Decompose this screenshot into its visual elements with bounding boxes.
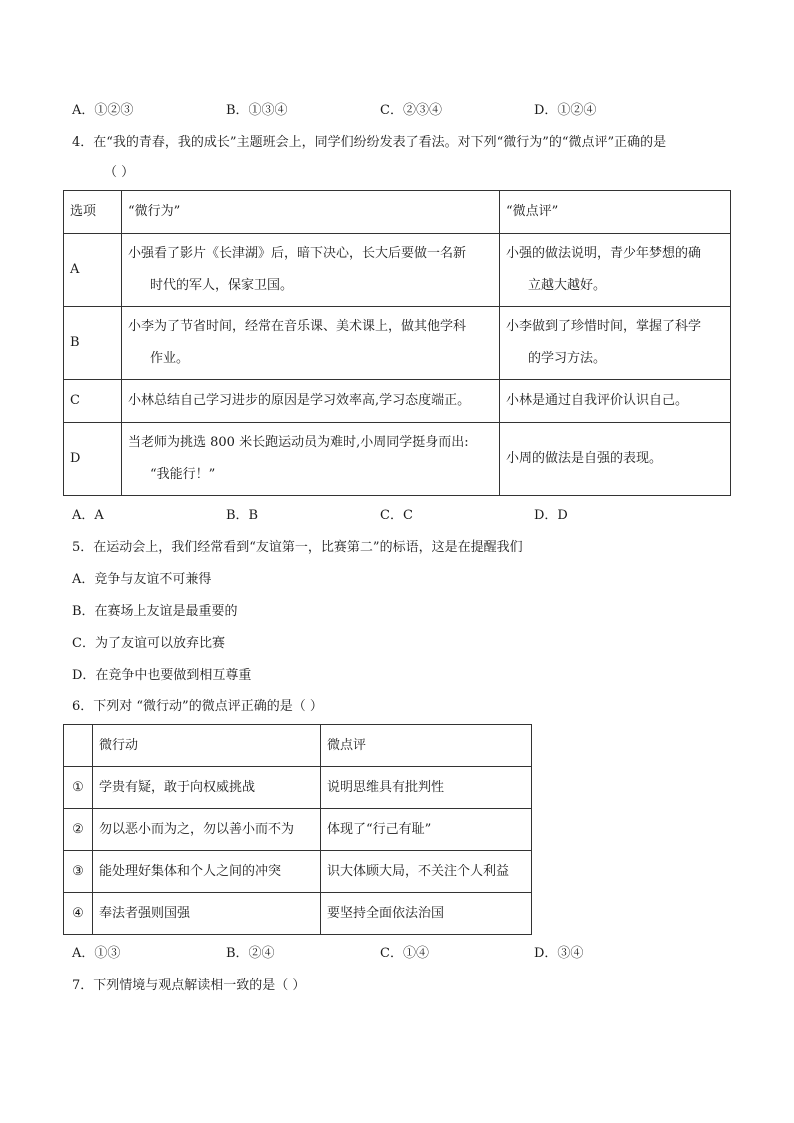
- q3-option-c: C．②③④: [380, 103, 442, 118]
- q6-option-a: A．①③: [72, 946, 121, 961]
- q3-option-d: D．①②④: [534, 103, 597, 118]
- table-header-row: [64, 191, 731, 234]
- table-row: [64, 851, 532, 893]
- row-option: D: [64, 423, 122, 496]
- header-micro-comment: “微点评”: [500, 191, 731, 234]
- row-action: 能处理好集体和个人之间的冲突: [93, 851, 321, 893]
- q6-stem: 6．下列对 “微行动”的微点评正确的是（ ）: [72, 699, 323, 714]
- q7-stem: 7．下列情境与观点解读相一致的是（ ）: [72, 978, 306, 993]
- q4-option-c: C．C: [380, 508, 413, 523]
- q5-option-c: C．为了友谊可以放弃比赛: [72, 636, 225, 651]
- header-micro-action: 微行动: [93, 725, 321, 767]
- row-number: ①: [64, 767, 93, 809]
- table-row: [64, 234, 731, 307]
- q4-option-b: B．B: [226, 508, 259, 523]
- table-row: [64, 893, 532, 935]
- row-option: B: [64, 307, 122, 380]
- row-behavior: 小强看了影片《长津湖》后，暗下决心，长大后要做一名新 时代的军人，保家卫国。: [122, 234, 500, 307]
- header-number: [64, 725, 93, 767]
- q4-stem: 4．在“我的青春，我的成长”主题班会上，同学们纷纷发表了看法。对下列“微行为”的“微点评”正确的是: [72, 135, 667, 150]
- row-behavior: 小林总结自己学习进步的原因是学习效率高,学习态度端正。: [122, 380, 500, 423]
- q3-option-b: B．①③④: [226, 103, 288, 118]
- q4-answer-paren: （ ）: [104, 165, 135, 180]
- q5-option-d: D．在竞争中也要做到相互尊重: [72, 668, 252, 683]
- table-header-row: [64, 725, 532, 767]
- row-number: ④: [64, 893, 93, 935]
- row-behavior: 当老师为挑选 800 米长跑运动员为难时,小周同学挺身而出: “我能行！”: [122, 423, 500, 496]
- q5-option-b: B．在赛场上友谊是最重要的: [72, 604, 238, 619]
- row-action: 学贵有疑，敢于向权威挑战: [93, 767, 321, 809]
- header-micro-comment: 微点评: [321, 725, 532, 767]
- row-action: 奉法者强则国强: [93, 893, 321, 935]
- q6-option-b: B．②④: [226, 946, 275, 961]
- row-comment: 要坚持全面依法治国: [321, 893, 532, 935]
- row-comment: 小李做到了珍惜时间，掌握了科学 的学习方法。: [500, 307, 731, 380]
- row-option: C: [64, 380, 122, 423]
- q4-option-a: A．A: [72, 508, 104, 523]
- row-behavior: 小李为了节省时间，经常在音乐课、美术课上，做其他学科 作业。: [122, 307, 500, 380]
- header-option: 选项: [64, 191, 122, 234]
- header-micro-behavior: “微行为”: [122, 191, 500, 234]
- q6-option-c: C．①④: [380, 946, 429, 961]
- row-number: ③: [64, 851, 93, 893]
- row-comment: 识大体顾大局，不关注个人利益: [321, 851, 532, 893]
- q5-option-a: A．竞争与友谊不可兼得: [72, 572, 212, 587]
- row-number: ②: [64, 809, 93, 851]
- q4-option-d: D．D: [534, 508, 568, 523]
- row-comment: 小强的做法说明，青少年梦想的确 立越大越好。: [500, 234, 731, 307]
- q6-option-d: D．③④: [534, 946, 584, 961]
- q3-option-a: A．①②③: [72, 103, 134, 118]
- table-row: [64, 307, 731, 380]
- row-comment: 体现了“行己有耻”: [321, 809, 532, 851]
- row-option: A: [64, 234, 122, 307]
- row-comment: 小周的做法是自强的表现。: [500, 423, 731, 496]
- row-action: 勿以恶小而为之，勿以善小而不为: [93, 809, 321, 851]
- q6-table: [63, 724, 532, 935]
- table-row: [64, 423, 731, 496]
- table-row: [64, 767, 532, 809]
- q4-table: [63, 190, 731, 496]
- q5-stem: 5．在运动会上，我们经常看到“友谊第一，比赛第二”的标语，这是在提醒我们: [72, 540, 523, 555]
- table-row: [64, 380, 731, 423]
- row-comment: 说明思维具有批判性: [321, 767, 532, 809]
- row-comment: 小林是通过自我评价认识自己。: [500, 380, 731, 423]
- table-row: [64, 809, 532, 851]
